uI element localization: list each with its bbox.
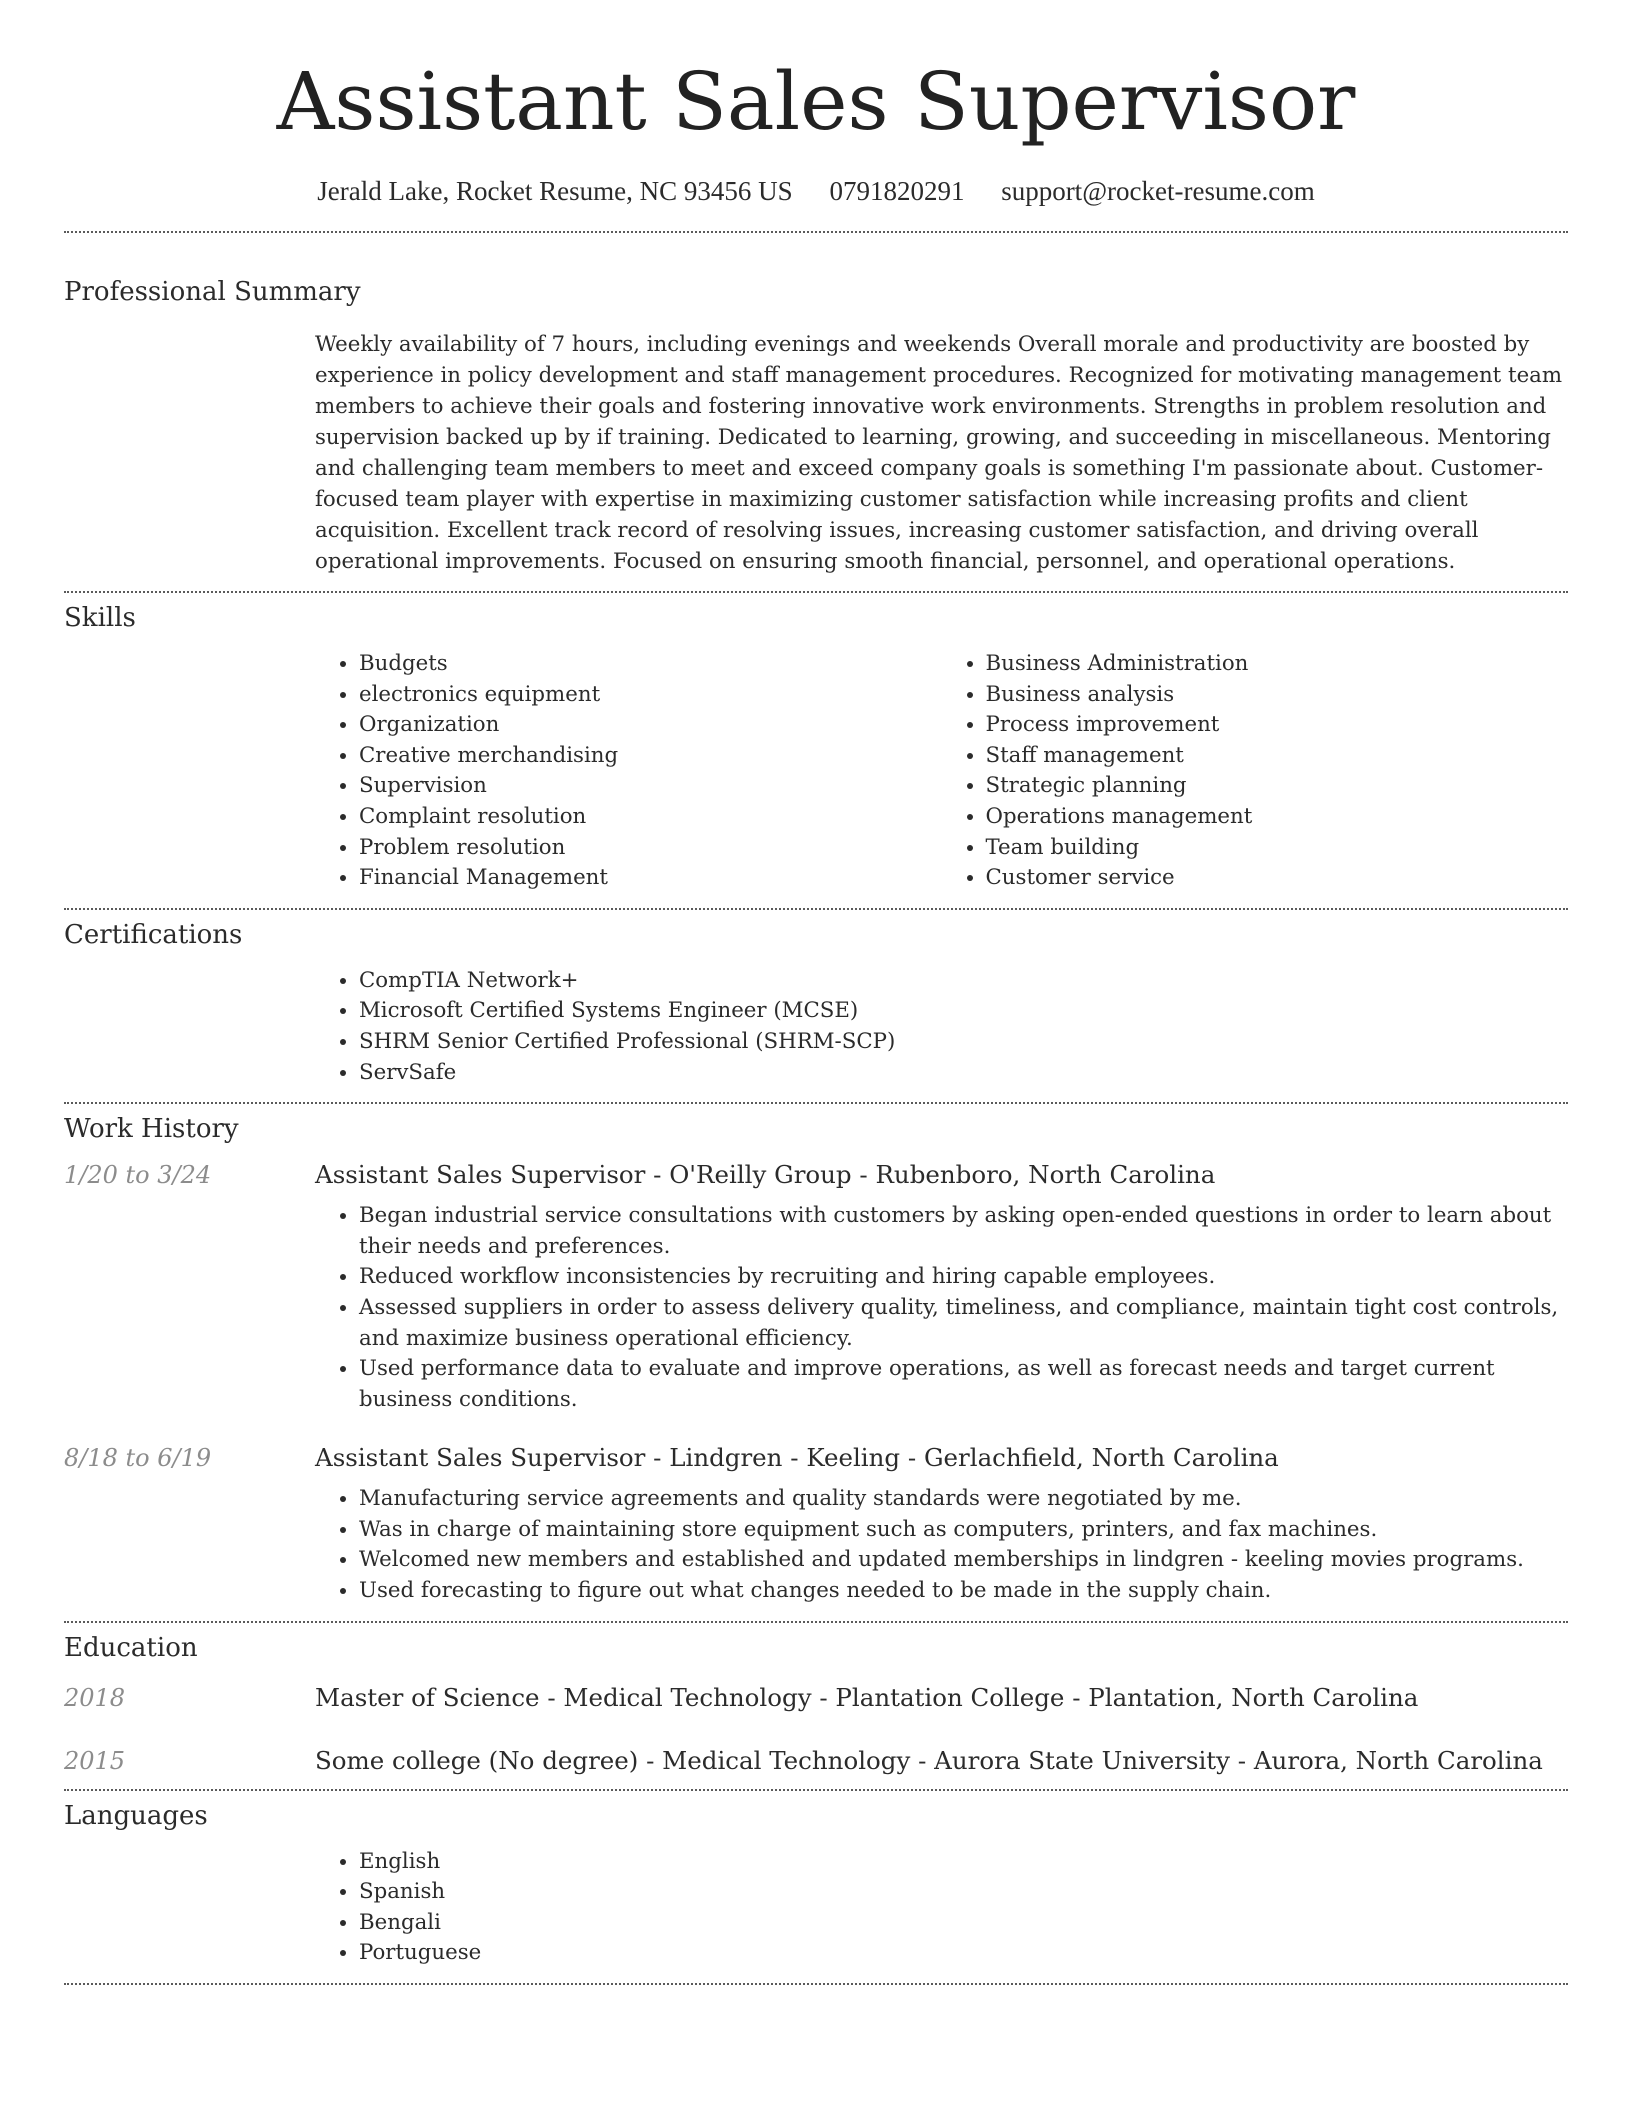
list-item: • Used forecasting to figure out what changes needed to be made in the supply chain. bbox=[359, 1576, 1568, 1607]
divider bbox=[64, 1983, 1568, 1985]
list-item: • Bengali bbox=[359, 1908, 1568, 1939]
job-title: Assistant Sales Supervisor - O'Reilly Group - Rubenboro, North Carolina bbox=[315, 1160, 1216, 1190]
education-details: Some college (No degree) - Medical Technology - Aurora State University - Aurora, North Carolina bbox=[315, 1745, 1543, 1775]
list-item: • English bbox=[359, 1847, 1568, 1878]
summary-heading: Professional Summary bbox=[64, 277, 361, 307]
education-entry bbox=[64, 1683, 1568, 1712]
contact-email: support@rocket-resume.com bbox=[1001, 176, 1315, 206]
job-dates: 8/18 to 6/19 bbox=[64, 1444, 212, 1473]
list-item: • Spanish bbox=[359, 1877, 1568, 1908]
list-item: • Reduced workflow inconsistencies by recruiting and hiring capable employees. bbox=[359, 1262, 1568, 1293]
list-item: • SHRM Senior Certified Professional (SHRM-SCP) bbox=[359, 1027, 1568, 1058]
certifications-list bbox=[315, 966, 1568, 1088]
education-details: Master of Science - Medical Technology - Plantation College - Plantation, North Carolina bbox=[315, 1682, 1419, 1712]
list-item: • Business analysis bbox=[986, 680, 1569, 711]
certifications-section bbox=[64, 920, 1568, 1088]
list-item: • CompTIA Network+ bbox=[359, 966, 1568, 997]
job-entry bbox=[64, 1160, 1568, 1415]
divider bbox=[64, 1621, 1568, 1623]
contact-line bbox=[64, 176, 1568, 207]
languages-heading: Languages bbox=[64, 1800, 208, 1831]
list-item: • Organization bbox=[359, 710, 942, 741]
job-entry bbox=[64, 1443, 1568, 1606]
contact-phone: 0791820291 bbox=[829, 176, 965, 206]
list-item: • Team building bbox=[986, 833, 1569, 864]
divider bbox=[64, 1789, 1568, 1791]
list-item: • Welcomed new members and established and updated memberships in lindgren - keeling movies programs. bbox=[359, 1545, 1568, 1576]
skills-list-left bbox=[315, 649, 942, 894]
list-item: • Was in charge of maintaining store equipment such as computers, printers, and fax machines. bbox=[359, 1515, 1568, 1546]
skills-list-right bbox=[942, 649, 1569, 894]
job-title: Assistant Sales Supervisor - Lindgren - Keeling - Gerlachfield, North Carolina bbox=[315, 1443, 1279, 1473]
list-item: • Financial Management bbox=[359, 863, 942, 894]
education-year: 2015 bbox=[64, 1746, 126, 1775]
job-bullets bbox=[315, 1484, 1568, 1606]
education-year: 2018 bbox=[64, 1683, 126, 1712]
list-item: • Strategic planning bbox=[986, 771, 1569, 802]
list-item: • Manufacturing service agreements and quality standards were negotiated by me. bbox=[359, 1484, 1568, 1515]
list-item: • Staff management bbox=[986, 741, 1569, 772]
divider bbox=[64, 1102, 1568, 1104]
list-item: • Assessed suppliers in order to assess delivery quality, timeliness, and compliance, maintain tight cost controls, and maximize business operational efficiency. bbox=[359, 1293, 1568, 1354]
list-item: • Began industrial service consultations with customers by asking open-ended questions in order to learn about their needs and preferences. bbox=[359, 1201, 1568, 1262]
list-item: • ServSafe bbox=[359, 1058, 1568, 1089]
resume-page bbox=[64, 0, 1568, 1985]
divider bbox=[64, 231, 1568, 233]
languages-list bbox=[315, 1847, 1568, 1969]
list-item: • Budgets bbox=[359, 649, 942, 680]
skills-heading: Skills bbox=[64, 603, 136, 633]
work-heading: Work History bbox=[64, 1114, 239, 1145]
education-heading: Education bbox=[64, 1632, 198, 1663]
summary-section bbox=[64, 277, 1568, 577]
job-dates: 1/20 to 3/24 bbox=[64, 1161, 212, 1190]
education-section bbox=[64, 1633, 1568, 1775]
list-item: • Customer service bbox=[986, 863, 1569, 894]
list-item: • Microsoft Certified Systems Engineer (MCSE) bbox=[359, 996, 1568, 1027]
contact-address: Jerald Lake, Rocket Resume, NC 93456 US bbox=[317, 176, 793, 206]
list-item: • Used performance data to evaluate and improve operations, as well as forecast needs and target current business conditions. bbox=[359, 1354, 1568, 1415]
job-bullets bbox=[315, 1201, 1568, 1415]
list-item: • Complaint resolution bbox=[359, 802, 942, 833]
summary-text: Weekly availability of 7 hours, including evenings and weekends Overall morale and productivity are boosted by experience in policy development and staff management procedures. Recognized for motivating management team members to achieve their goals and fostering innovative work environments. Strengths in problem resolution and supervision backed up by if training. Dedicated to learning, growing, and succeeding in miscellaneous. Mentoring and challenging team members to meet and exceed company goals is something I'm passionate about. Customer-focused team player with expertise in maximizing customer satisfaction while increasing profits and client acquisition. Excellent track record of resolving issues, increasing customer satisfaction, and driving overall operational improvements. Focused on ensuring smooth financial, personnel, and operational operations. bbox=[315, 332, 1563, 574]
resume-name: Assistant Sales Supervisor bbox=[276, 55, 1356, 148]
list-item: • Creative merchandising bbox=[359, 741, 942, 772]
list-item: • Operations management bbox=[986, 802, 1569, 833]
list-item: • Supervision bbox=[359, 771, 942, 802]
divider bbox=[64, 591, 1568, 593]
languages-section bbox=[64, 1801, 1568, 1969]
education-entry bbox=[64, 1746, 1568, 1775]
list-item: • Business Administration bbox=[986, 649, 1569, 680]
work-section bbox=[64, 1114, 1568, 1607]
divider bbox=[64, 908, 1568, 910]
list-item: • Portuguese bbox=[359, 1938, 1568, 1969]
list-item: • Problem resolution bbox=[359, 833, 942, 864]
list-item: • electronics equipment bbox=[359, 680, 942, 711]
skills-section bbox=[64, 603, 1568, 894]
certifications-heading: Certifications bbox=[64, 919, 243, 950]
list-item: • Process improvement bbox=[986, 710, 1569, 741]
